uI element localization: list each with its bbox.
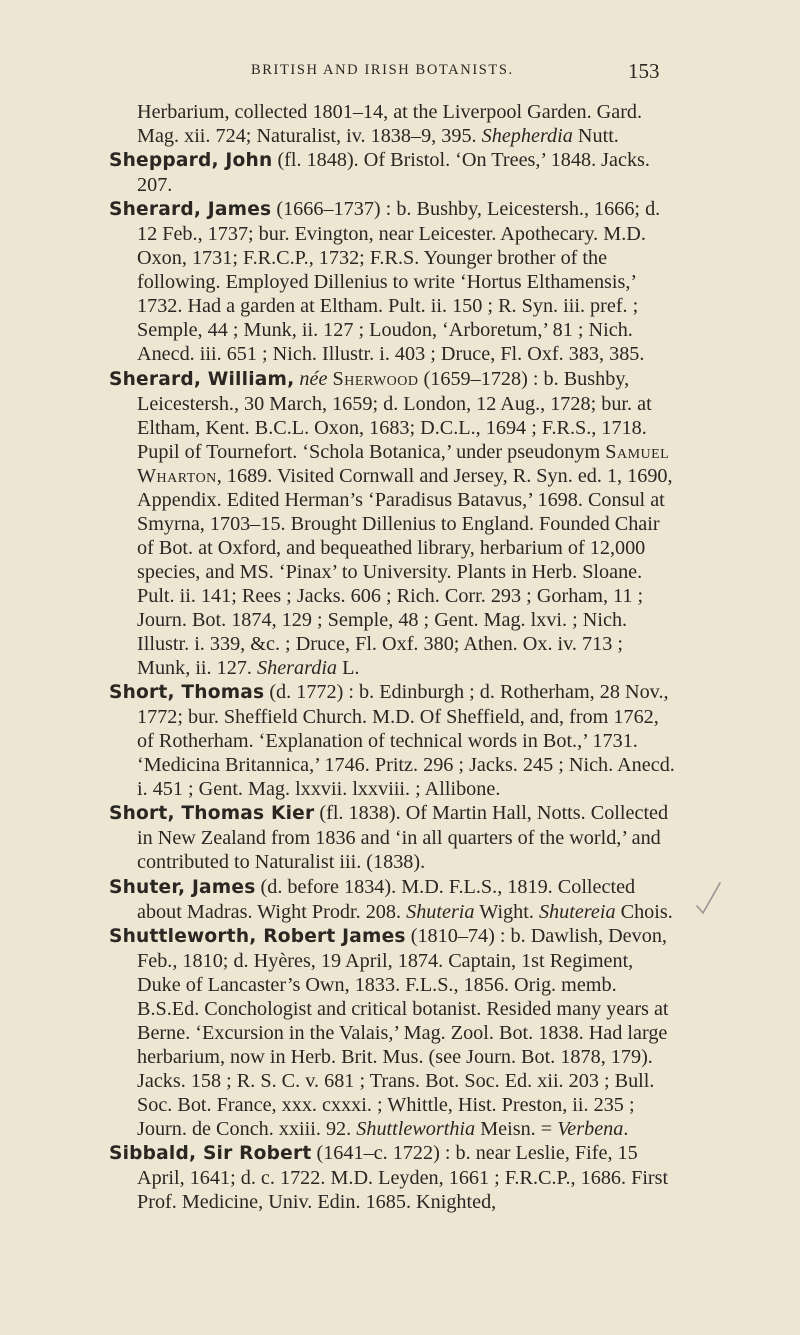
pencil-check-mark-icon (695, 880, 723, 916)
botanist-name: Shuter, James (109, 876, 256, 898)
genus-name: Shutereia (538, 900, 616, 923)
entry-shuttleworth-robert-james: Shuttleworth, Robert James (1810–74) : b. Dawlish, Devon, Feb., 1810; d. Hyères, 19 April, 1874. Captain, 1st Regiment, Duke of Lancaster’s Own, 1833. F.L.S., 1856. Orig. memb. B.S.Ed. Conchologist and critical botanist. Resided many years at Berne. ‘Excursion in the Valais,’ Mag. Zool. Bot. 1838. Had large herbarium, now in Herb. Brit. Mus. (see Journ. Bot. 1878, 179). Jacks. 158 ; R. S. C. v. 681 ; Trans. Bot. Soc. Ed. xii. 203 ; Bull. Soc. Bot. France, xxx. cxxxi. ; Whittle, Hist. Preston, ii. 235 ; Journ. de Conch. xxiii. 92. Shuttleworthia Meisn. = Verbena. (109, 924, 669, 1140)
entry-sibbald-robert: Sibbald, Sir Robert (1641–c. 1722) : b. near Leslie, Fife, 15 April, 1641; d. c. 1722. M.D. Leyden, 1661 ; F.R.C.P., 1686. First Prof. Medicine, Univ. Edin. 1685. Knighted, (109, 1142, 669, 1214)
entry-sheppard-john: Sheppard, John (fl. 1848). Of Bristol. ‘On Trees,’ 1848. Jacks. 207. (109, 149, 650, 197)
entries-text (109, 100, 679, 1214)
genus-name: Sherardia (257, 657, 338, 680)
genus-name: Shuttleworthia (356, 1117, 476, 1140)
page-header (0, 59, 800, 92)
entry-short-thomas-kier: Short, Thomas Kier (fl. 1838). Of Martin Hall, Notts. Collected in New Zealand from 1836 and ‘in all quarters of the world,’ and contributed to Naturalist iii. (1838). (109, 802, 669, 874)
entry-short-thomas: Short, Thomas (d. 1772) : b. Edinburgh ; d. Rotherham, 28 Nov., 1772; bur. Sheffield Church. M.D. Of Sheffield, and, from 1762, of Rotherham. ‘Explanation of technical words in Bot.,’ 1731. ‘Medicina Britannica,’ 1746. Pritz. 296 ; Jacks. 245 ; Nich. Anecd. i. 451 ; Gent. Mag. lxxvii. lxxviii. ; Allibone. (109, 681, 675, 801)
botanist-name: Sherard, James (109, 199, 272, 221)
genus-name: Verbena (557, 1117, 624, 1140)
running-head: BRITISH AND IRISH BOTANISTS. (251, 62, 514, 78)
botanist-name: Short, Thomas Kier (109, 803, 315, 825)
botanist-name: Sheppard, John (109, 150, 273, 172)
genus-name: Shepherdia (481, 125, 573, 148)
botanist-name: Sherard, William, (109, 368, 295, 390)
entry-sherard-james: Sherard, James (1666–1737) : b. Bushby, Leicestersh., 1666; d. 12 Feb., 1737; bur. Evington, near Leicester. Apothecary. M.D. Oxon, 1731; F.R.C.P., 1732; F.R.S. Younger brother of the following. Employed Dillenius to write ‘Hortus Elthamensis,’ 1732. Had a garden at Eltham. Pult. ii. 150 ; R. Syn. iii. pref. ; Semple, 44 ; Munk, ii. 127 ; Loudon, ‘Arboretum,’ 81 ; Nich. Anecd. iii. 651 ; Nich. Illustr. i. 403 ; Druce, Fl. Oxf. 383, 385. (109, 198, 661, 366)
entry-sherard-william: Sherard, William, née Sherwood (1659–1728) : b. Bushby, Leicestersh., 30 March, 1659; d. London, 12 Aug., 1728; bur. at Eltham, Kent. B.C.L. Oxon, 1683; D.C.L., 1694 ; F.R.S., 1718. Pupil of Tournefort. ‘Schola Botanica,’ under pseudonym Samuel Wharton, 1689. Visited Cornwall and Jersey, R. Syn. ed. 1, 1690, Appendix. Edited Herman’s ‘Paradisus Batavus,’ 1698. Consul at Smyrna, 1703–15. Brought Dillenius to England. Founded Chair of Bot. at Oxford, and bequeathed library, herbarium of 12,000 species, and MS. ‘Pinax’ to University. Plants in Herb. Sloane. Pult. ii. 141; Rees ; Jacks. 606 ; Rich. Corr. 293 ; Gorham, 11 ; Journ. Bot. 1874, 129 ; Semple, 48 ; Gent. Mag. lxvi. ; Nich. Illustr. i. 339, &c. ; Druce, Fl. Oxf. 380; Athen. Ox. iv. 713 ; Munk, ii. 127. Sherardia L. (109, 367, 673, 680)
botanist-name: Shuttleworth, Robert James (109, 925, 406, 947)
page-number: 153 (628, 59, 660, 83)
entry-shuter-james: Shuter, James (d. before 1834). M.D. F.L.S., 1819. Collected about Madras. Wight Prodr. 208. Shuteria Wight. Shutereia Chois. (109, 875, 673, 923)
genus-name: Shuteria (406, 900, 475, 923)
botanist-name: Short, Thomas (109, 682, 265, 704)
botanist-name: Sibbald, Sir Robert (109, 1143, 312, 1165)
entry-continuation: Herbarium, collected 1801–14, at the Liverpool Garden. Gard. Mag. xii. 724; Naturalist, iv. 1838–9, 395. Shepherdia Nutt. (137, 101, 643, 148)
